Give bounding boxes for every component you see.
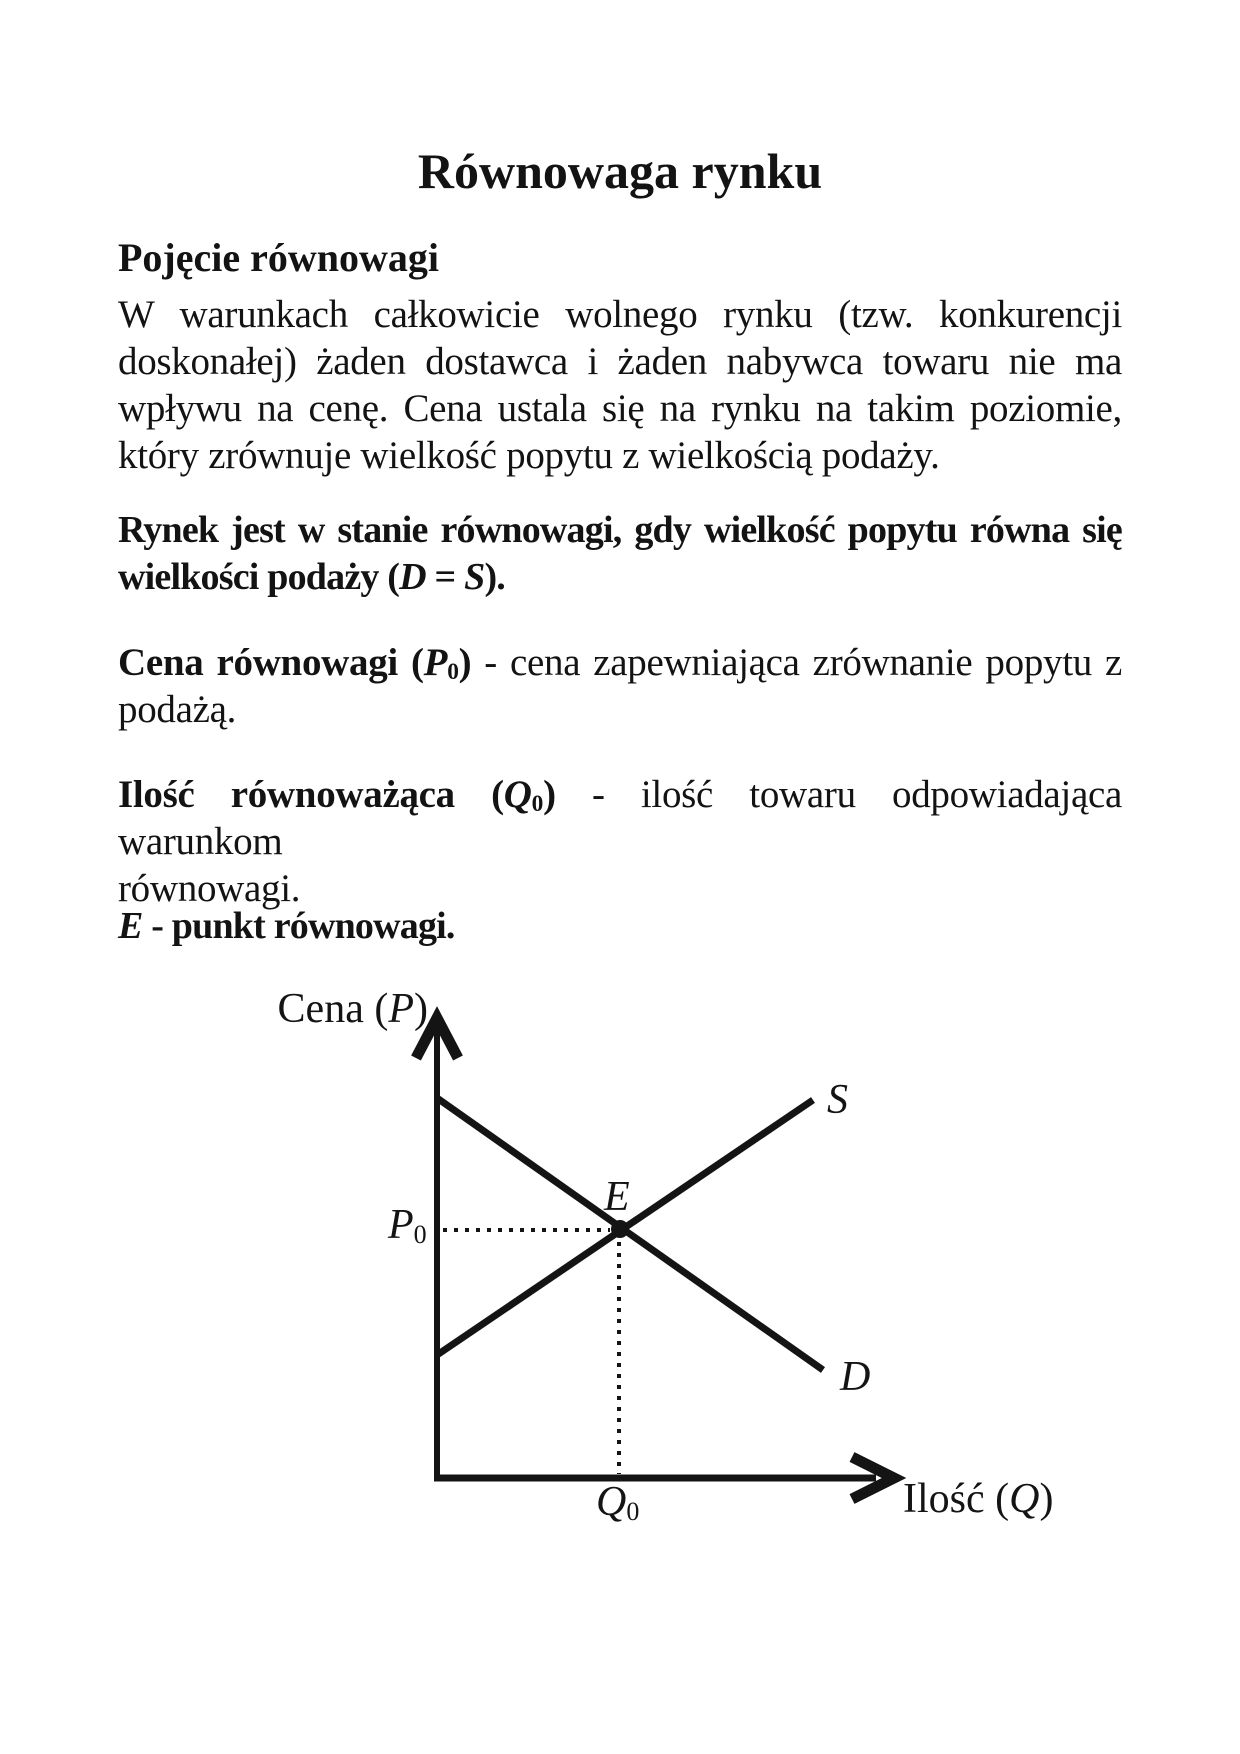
demand-symbol: D: [399, 556, 426, 598]
quantity-symbol: Q: [503, 773, 532, 816]
supply-demand-chart: [250, 960, 1130, 1560]
text-segment: ).: [484, 556, 505, 598]
definition-text: - ilość towaru odpowiadająca warunkom: [118, 773, 1122, 863]
price-subscript: 0: [447, 659, 459, 686]
demand-line-label: D: [840, 1354, 871, 1400]
price-symbol: P: [423, 641, 448, 684]
demand-line: [437, 1098, 823, 1370]
text-segment: - punkt równowagi.: [142, 905, 455, 947]
x-axis-label-text: ): [1039, 1476, 1054, 1522]
text-line: [118, 903, 1122, 950]
price-subscript: 0: [413, 1219, 427, 1249]
paragraph-equilibrium-price: [118, 639, 1122, 733]
y-axis-label: [240, 985, 428, 1033]
paragraph-equilibrium-quantity: [118, 771, 1122, 912]
text-line: W warunkach całkowicie wolnego rynku (tzw. konkurencji: [118, 293, 1122, 336]
text-line: [118, 639, 1122, 686]
paragraph-equilibrium-rule: [118, 507, 1122, 601]
x-axis-label: [903, 1475, 1053, 1523]
price-symbol: P: [388, 986, 414, 1032]
definition-term: Cena równowagi (: [118, 641, 424, 684]
text-segment: wielkości podaży (: [118, 556, 400, 598]
text-line: wpływu na cenę. Cena ustala się na rynku na takim poziomie,: [118, 387, 1122, 430]
definition-text: - cena zapewniająca zrównanie popytu z: [471, 641, 1122, 684]
y-axis-label-text: ): [414, 986, 428, 1032]
y-axis-label-text: Cena (: [277, 986, 389, 1032]
equilibrium-point-label: E: [604, 1174, 630, 1220]
equilibrium-symbol: E: [118, 905, 143, 947]
page-title: Równowaga rynku: [417, 142, 823, 199]
paragraph-equilibrium-point: [118, 903, 1122, 950]
definition-term: ): [543, 773, 556, 816]
text-line: podażą.: [118, 688, 237, 731]
text-line: [118, 554, 1122, 601]
quantity-subscript: 0: [626, 1496, 640, 1526]
text-line: który zrównuje wielkość popytu z wielkością podaży.: [118, 434, 940, 477]
text-line: doskonałej) żaden dostawca i żaden nabywca towaru nie ma: [118, 340, 1122, 383]
definition-term: Ilość równoważąca (: [118, 773, 504, 816]
equilibrium-point: [611, 1220, 629, 1238]
text-line: równowagi.: [118, 867, 301, 910]
price-symbol: P: [388, 1202, 414, 1248]
section-heading: Pojęcie równowagi: [118, 235, 440, 281]
supply-symbol: S: [464, 556, 485, 598]
quantity-symbol: Q: [596, 1479, 627, 1525]
supply-line-label: S: [827, 1077, 848, 1123]
x-axis-label-text: Ilość (: [903, 1476, 1010, 1522]
text-line: [118, 771, 1122, 865]
text-line: Rynek jest w stanie równowagi, gdy wielkość popytu równa się: [118, 509, 1122, 551]
text-segment: =: [425, 556, 465, 598]
quantity-subscript: 0: [531, 791, 544, 818]
equilibrium-price-label: [388, 1201, 427, 1249]
definition-term: ): [458, 641, 472, 684]
quantity-symbol: Q: [1009, 1476, 1040, 1522]
equilibrium-quantity-label: [596, 1478, 639, 1526]
paragraph-free-market: [118, 291, 1122, 479]
